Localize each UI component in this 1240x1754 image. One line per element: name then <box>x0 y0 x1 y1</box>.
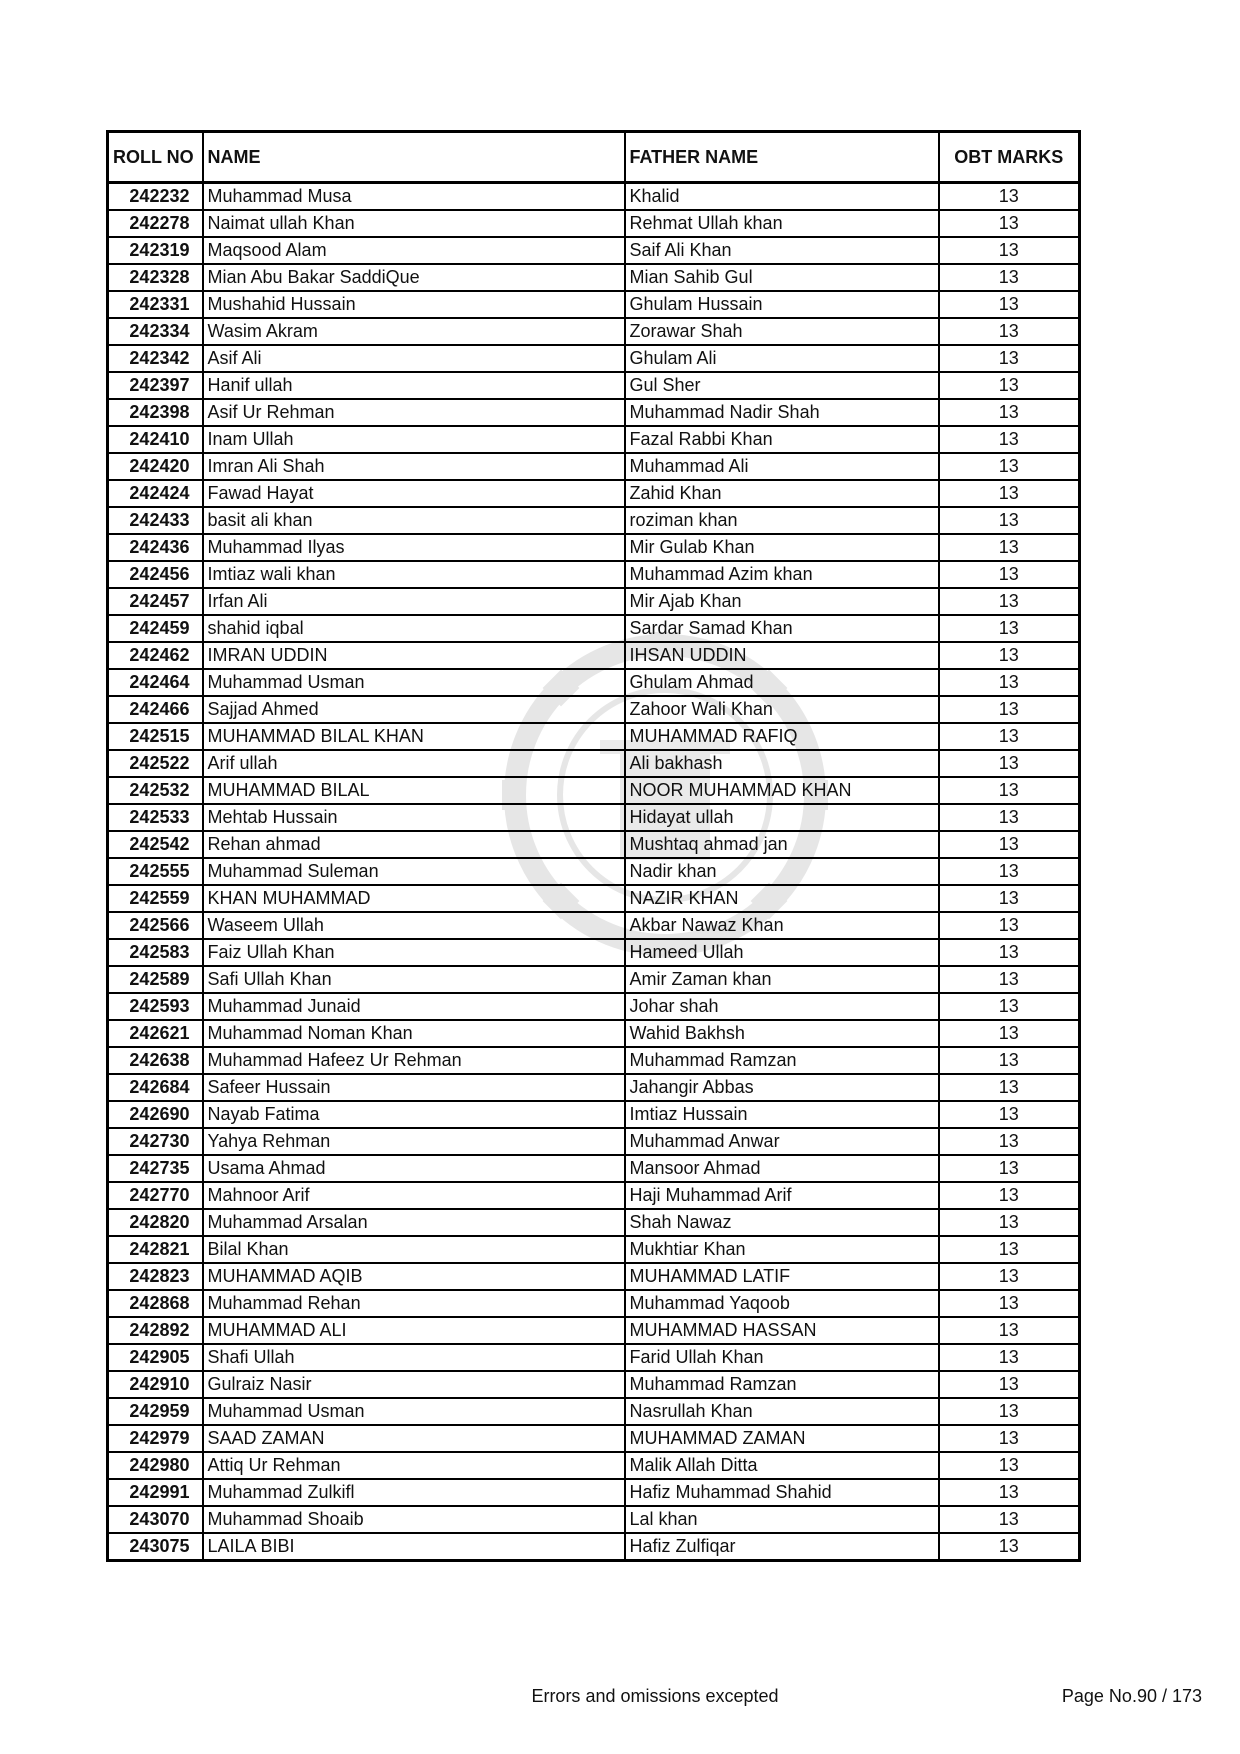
obt-marks-cell: 13 <box>939 264 1080 291</box>
obt-marks-cell: 13 <box>939 291 1080 318</box>
father-name-cell: Mushtaq ahmad jan <box>625 831 939 858</box>
table-row <box>108 723 1080 750</box>
father-name-cell: Malik Allah Ditta <box>625 1452 939 1479</box>
table-row <box>108 1101 1080 1128</box>
roll-no-cell: 242278 <box>108 210 203 237</box>
father-name-cell: Akbar Nawaz Khan <box>625 912 939 939</box>
roll-no-cell: 242319 <box>108 237 203 264</box>
name-cell: Muhammad Arsalan <box>203 1209 625 1236</box>
father-name-cell: Nadir khan <box>625 858 939 885</box>
father-name-cell: Muhammad Anwar <box>625 1128 939 1155</box>
table-row <box>108 1020 1080 1047</box>
table-row <box>108 1479 1080 1506</box>
obt-marks-cell: 13 <box>939 885 1080 912</box>
obt-marks-cell: 13 <box>939 696 1080 723</box>
table-row <box>108 1425 1080 1452</box>
header-name: NAME <box>203 132 625 183</box>
name-cell: Muhammad Musa <box>203 183 625 211</box>
table-row <box>108 1371 1080 1398</box>
obt-marks-cell: 13 <box>939 399 1080 426</box>
father-name-cell: Farid Ullah Khan <box>625 1344 939 1371</box>
roll-no-cell: 242821 <box>108 1236 203 1263</box>
name-cell: Muhammad Usman <box>203 669 625 696</box>
roll-no-cell: 242820 <box>108 1209 203 1236</box>
father-name-cell: MUHAMMAD RAFIQ <box>625 723 939 750</box>
table-row <box>108 858 1080 885</box>
obt-marks-cell: 13 <box>939 1074 1080 1101</box>
father-name-cell: Muhammad Yaqoob <box>625 1290 939 1317</box>
father-name-cell: MUHAMMAD LATIF <box>625 1263 939 1290</box>
table-row <box>108 1344 1080 1371</box>
roll-no-cell: 242542 <box>108 831 203 858</box>
obt-marks-cell: 13 <box>939 615 1080 642</box>
father-name-cell: Fazal Rabbi Khan <box>625 426 939 453</box>
father-name-cell: Gul Sher <box>625 372 939 399</box>
roll-no-cell: 242690 <box>108 1101 203 1128</box>
obt-marks-cell: 13 <box>939 1506 1080 1533</box>
roll-no-cell: 242462 <box>108 642 203 669</box>
name-cell: Nayab Fatima <box>203 1101 625 1128</box>
table-row <box>108 1128 1080 1155</box>
name-cell: Naimat ullah Khan <box>203 210 625 237</box>
father-name-cell: Muhammad Azim khan <box>625 561 939 588</box>
name-cell: Asif Ali <box>203 345 625 372</box>
roll-no-cell: 242593 <box>108 993 203 1020</box>
father-name-cell: Nasrullah Khan <box>625 1398 939 1425</box>
obt-marks-cell: 13 <box>939 1452 1080 1479</box>
obt-marks-cell: 13 <box>939 966 1080 993</box>
name-cell: Rehan ahmad <box>203 831 625 858</box>
roll-no-cell: 242905 <box>108 1344 203 1371</box>
roll-no-cell: 242397 <box>108 372 203 399</box>
name-cell: Yahya Rehman <box>203 1128 625 1155</box>
roll-no-cell: 242398 <box>108 399 203 426</box>
table-row <box>108 993 1080 1020</box>
roll-no-cell: 242979 <box>108 1425 203 1452</box>
roll-no-cell: 242515 <box>108 723 203 750</box>
name-cell: Sajjad Ahmed <box>203 696 625 723</box>
roll-no-cell: 242559 <box>108 885 203 912</box>
name-cell: Mahnoor Arif <box>203 1182 625 1209</box>
name-cell: MUHAMMAD AQIB <box>203 1263 625 1290</box>
father-name-cell: Mir Ajab Khan <box>625 588 939 615</box>
father-name-cell: Amir Zaman khan <box>625 966 939 993</box>
obt-marks-cell: 13 <box>939 372 1080 399</box>
father-name-cell: Hafiz Zulfiqar <box>625 1533 939 1561</box>
father-name-cell: MUHAMMAD HASSAN <box>625 1317 939 1344</box>
name-cell: Attiq Ur Rehman <box>203 1452 625 1479</box>
obt-marks-cell: 13 <box>939 507 1080 534</box>
father-name-cell: Sardar Samad Khan <box>625 615 939 642</box>
name-cell: Irfan Ali <box>203 588 625 615</box>
obt-marks-cell: 13 <box>939 480 1080 507</box>
obt-marks-cell: 13 <box>939 912 1080 939</box>
obt-marks-cell: 13 <box>939 1398 1080 1425</box>
name-cell: Mian Abu Bakar SaddiQue <box>203 264 625 291</box>
table-row <box>108 939 1080 966</box>
name-cell: IMRAN UDDIN <box>203 642 625 669</box>
roll-no-cell: 242457 <box>108 588 203 615</box>
roll-no-cell: 242991 <box>108 1479 203 1506</box>
table-header-row <box>108 132 1080 183</box>
name-cell: Muhammad Usman <box>203 1398 625 1425</box>
obt-marks-cell: 13 <box>939 993 1080 1020</box>
results-table <box>106 130 1081 1562</box>
obt-marks-cell: 13 <box>939 1533 1080 1561</box>
name-cell: Muhammad Noman Khan <box>203 1020 625 1047</box>
roll-no-cell: 242583 <box>108 939 203 966</box>
obt-marks-cell: 13 <box>939 1425 1080 1452</box>
table-row <box>108 642 1080 669</box>
roll-no-cell: 242464 <box>108 669 203 696</box>
name-cell: Usama Ahmad <box>203 1155 625 1182</box>
name-cell: Gulraiz Nasir <box>203 1371 625 1398</box>
obt-marks-cell: 13 <box>939 939 1080 966</box>
father-name-cell: Hameed Ullah <box>625 939 939 966</box>
table-row <box>108 453 1080 480</box>
name-cell: Imran Ali Shah <box>203 453 625 480</box>
roll-no-cell: 242328 <box>108 264 203 291</box>
roll-no-cell: 242522 <box>108 750 203 777</box>
father-name-cell: MUHAMMAD ZAMAN <box>625 1425 939 1452</box>
name-cell: Mushahid Hussain <box>203 291 625 318</box>
name-cell: Fawad Hayat <box>203 480 625 507</box>
table-row <box>108 804 1080 831</box>
father-name-cell: Mukhtiar Khan <box>625 1236 939 1263</box>
obt-marks-cell: 13 <box>939 210 1080 237</box>
roll-no-cell: 242331 <box>108 291 203 318</box>
father-name-cell: Ghulam Ahmad <box>625 669 939 696</box>
roll-no-cell: 242456 <box>108 561 203 588</box>
obt-marks-cell: 13 <box>939 1209 1080 1236</box>
father-name-cell: Ghulam Ali <box>625 345 939 372</box>
obt-marks-cell: 13 <box>939 1263 1080 1290</box>
obt-marks-cell: 13 <box>939 1371 1080 1398</box>
table-row <box>108 1290 1080 1317</box>
roll-no-cell: 242436 <box>108 534 203 561</box>
table-row <box>108 1236 1080 1263</box>
roll-no-cell: 243075 <box>108 1533 203 1561</box>
roll-no-cell: 242532 <box>108 777 203 804</box>
roll-no-cell: 242589 <box>108 966 203 993</box>
obt-marks-cell: 13 <box>939 318 1080 345</box>
table-row <box>108 291 1080 318</box>
obt-marks-cell: 13 <box>939 804 1080 831</box>
table-row <box>108 237 1080 264</box>
father-name-cell: IHSAN UDDIN <box>625 642 939 669</box>
father-name-cell: Zahid Khan <box>625 480 939 507</box>
roll-no-cell: 242566 <box>108 912 203 939</box>
table-row <box>108 264 1080 291</box>
obt-marks-cell: 13 <box>939 669 1080 696</box>
roll-no-cell: 242533 <box>108 804 203 831</box>
obt-marks-cell: 13 <box>939 1317 1080 1344</box>
roll-no-cell: 242730 <box>108 1128 203 1155</box>
roll-no-cell: 242823 <box>108 1263 203 1290</box>
name-cell: Muhammad Zulkifl <box>203 1479 625 1506</box>
father-name-cell: Ghulam Hussain <box>625 291 939 318</box>
obt-marks-cell: 13 <box>939 345 1080 372</box>
name-cell: shahid iqbal <box>203 615 625 642</box>
obt-marks-cell: 13 <box>939 642 1080 669</box>
name-cell: KHAN MUHAMMAD <box>203 885 625 912</box>
father-name-cell: Zahoor Wali Khan <box>625 696 939 723</box>
table-row <box>108 480 1080 507</box>
obt-marks-cell: 13 <box>939 723 1080 750</box>
father-name-cell: Haji Muhammad Arif <box>625 1182 939 1209</box>
name-cell: Maqsood Alam <box>203 237 625 264</box>
name-cell: Imtiaz wali khan <box>203 561 625 588</box>
table-row <box>108 372 1080 399</box>
roll-no-cell: 242555 <box>108 858 203 885</box>
roll-no-cell: 242342 <box>108 345 203 372</box>
roll-no-cell: 242621 <box>108 1020 203 1047</box>
table-row <box>108 696 1080 723</box>
obt-marks-cell: 13 <box>939 588 1080 615</box>
father-name-cell: Mian Sahib Gul <box>625 264 939 291</box>
name-cell: Faiz Ullah Khan <box>203 939 625 966</box>
father-name-cell: Johar shah <box>625 993 939 1020</box>
table-row <box>108 399 1080 426</box>
name-cell: MUHAMMAD BILAL <box>203 777 625 804</box>
table-row <box>108 1398 1080 1425</box>
name-cell: Muhammad Hafeez Ur Rehman <box>203 1047 625 1074</box>
roll-no-cell: 242892 <box>108 1317 203 1344</box>
roll-no-cell: 242735 <box>108 1155 203 1182</box>
name-cell: SAAD ZAMAN <box>203 1425 625 1452</box>
roll-no-cell: 242770 <box>108 1182 203 1209</box>
table-row <box>108 1209 1080 1236</box>
header-roll-no: ROLL NO <box>108 132 203 183</box>
name-cell: Mehtab Hussain <box>203 804 625 831</box>
table-row <box>108 1155 1080 1182</box>
obt-marks-cell: 13 <box>939 1290 1080 1317</box>
father-name-cell: Imtiaz Hussain <box>625 1101 939 1128</box>
name-cell: Asif Ur Rehman <box>203 399 625 426</box>
obt-marks-cell: 13 <box>939 1128 1080 1155</box>
obt-marks-cell: 13 <box>939 831 1080 858</box>
table-row <box>108 912 1080 939</box>
roll-no-cell: 242980 <box>108 1452 203 1479</box>
obt-marks-cell: 13 <box>939 1155 1080 1182</box>
name-cell: Bilal Khan <box>203 1236 625 1263</box>
obt-marks-cell: 13 <box>939 183 1080 211</box>
table-row <box>108 318 1080 345</box>
father-name-cell: Rehmat Ullah khan <box>625 210 939 237</box>
name-cell: Muhammad Junaid <box>203 993 625 1020</box>
father-name-cell: Muhammad Ramzan <box>625 1371 939 1398</box>
table-body <box>108 183 1080 1561</box>
father-name-cell: NAZIR KHAN <box>625 885 939 912</box>
roll-no-cell: 242424 <box>108 480 203 507</box>
table-row <box>108 1074 1080 1101</box>
table-row <box>108 210 1080 237</box>
name-cell: Arif ullah <box>203 750 625 777</box>
header-father-name: FATHER NAME <box>625 132 939 183</box>
name-cell: Hanif ullah <box>203 372 625 399</box>
table-row <box>108 1047 1080 1074</box>
obt-marks-cell: 13 <box>939 1101 1080 1128</box>
header-obt-marks: OBT MARKS <box>939 132 1080 183</box>
father-name-cell: Mansoor Ahmad <box>625 1155 939 1182</box>
name-cell: Safeer Hussain <box>203 1074 625 1101</box>
table-row <box>108 1506 1080 1533</box>
table-row <box>108 1263 1080 1290</box>
obt-marks-cell: 13 <box>939 750 1080 777</box>
name-cell: MUHAMMAD BILAL KHAN <box>203 723 625 750</box>
obt-marks-cell: 13 <box>939 237 1080 264</box>
roll-no-cell: 242959 <box>108 1398 203 1425</box>
father-name-cell: Saif Ali Khan <box>625 237 939 264</box>
obt-marks-cell: 13 <box>939 1236 1080 1263</box>
obt-marks-cell: 13 <box>939 1479 1080 1506</box>
father-name-cell: NOOR MUHAMMAD KHAN <box>625 777 939 804</box>
page-number: Page No.90 / 173 <box>1061 1686 1202 1706</box>
obt-marks-cell: 13 <box>939 1047 1080 1074</box>
name-cell: Shafi Ullah <box>203 1344 625 1371</box>
table-row <box>108 1533 1080 1561</box>
table-row <box>108 777 1080 804</box>
roll-no-cell: 243070 <box>108 1506 203 1533</box>
father-name-cell: Shah Nawaz <box>625 1209 939 1236</box>
table-row <box>108 750 1080 777</box>
table-row <box>108 183 1080 211</box>
roll-no-cell: 242466 <box>108 696 203 723</box>
name-cell: Muhammad Ilyas <box>203 534 625 561</box>
roll-no-cell: 242420 <box>108 453 203 480</box>
obt-marks-cell: 13 <box>939 426 1080 453</box>
father-name-cell: Lal khan <box>625 1506 939 1533</box>
name-cell: Wasim Akram <box>203 318 625 345</box>
name-cell: Muhammad Suleman <box>203 858 625 885</box>
table-row <box>108 831 1080 858</box>
table-row <box>108 1182 1080 1209</box>
roll-no-cell: 242638 <box>108 1047 203 1074</box>
table-row <box>108 885 1080 912</box>
table-row <box>108 669 1080 696</box>
table-row <box>108 507 1080 534</box>
father-name-cell: Wahid Bakhsh <box>625 1020 939 1047</box>
obt-marks-cell: 13 <box>939 561 1080 588</box>
roll-no-cell: 242910 <box>108 1371 203 1398</box>
table-row <box>108 426 1080 453</box>
name-cell: LAILA BIBI <box>203 1533 625 1561</box>
roll-no-cell: 242433 <box>108 507 203 534</box>
table-row <box>108 1452 1080 1479</box>
father-name-cell: Muhammad Ramzan <box>625 1047 939 1074</box>
father-name-cell: Mir Gulab Khan <box>625 534 939 561</box>
obt-marks-cell: 13 <box>939 534 1080 561</box>
name-cell: Muhammad Shoaib <box>203 1506 625 1533</box>
father-name-cell: Jahangir Abbas <box>625 1074 939 1101</box>
roll-no-cell: 242684 <box>108 1074 203 1101</box>
table-row <box>108 1317 1080 1344</box>
name-cell: Inam Ullah <box>203 426 625 453</box>
father-name-cell: roziman khan <box>625 507 939 534</box>
table-row <box>108 588 1080 615</box>
name-cell: Muhammad Rehan <box>203 1290 625 1317</box>
obt-marks-cell: 13 <box>939 858 1080 885</box>
table-row <box>108 345 1080 372</box>
roll-no-cell: 242459 <box>108 615 203 642</box>
name-cell: Safi Ullah Khan <box>203 966 625 993</box>
father-name-cell: Hafiz Muhammad Shahid <box>625 1479 939 1506</box>
father-name-cell: Khalid <box>625 183 939 211</box>
father-name-cell: Muhammad Ali <box>625 453 939 480</box>
obt-marks-cell: 13 <box>939 1344 1080 1371</box>
name-cell: MUHAMMAD ALI <box>203 1317 625 1344</box>
obt-marks-cell: 13 <box>939 1020 1080 1047</box>
table-row <box>108 561 1080 588</box>
roll-no-cell: 242232 <box>108 183 203 211</box>
roll-no-cell: 242410 <box>108 426 203 453</box>
obt-marks-cell: 13 <box>939 453 1080 480</box>
obt-marks-cell: 13 <box>939 777 1080 804</box>
obt-marks-cell: 13 <box>939 1182 1080 1209</box>
name-cell: basit ali khan <box>203 507 625 534</box>
roll-no-cell: 242334 <box>108 318 203 345</box>
table-row <box>108 534 1080 561</box>
father-name-cell: Ali bakhash <box>625 750 939 777</box>
father-name-cell: Zorawar Shah <box>625 318 939 345</box>
table-row <box>108 966 1080 993</box>
footer-note: Errors and omissions excepted <box>531 1686 779 1706</box>
father-name-cell: Hidayat ullah <box>625 804 939 831</box>
name-cell: Waseem Ullah <box>203 912 625 939</box>
father-name-cell: Muhammad Nadir Shah <box>625 399 939 426</box>
table-row <box>108 615 1080 642</box>
roll-no-cell: 242868 <box>108 1290 203 1317</box>
